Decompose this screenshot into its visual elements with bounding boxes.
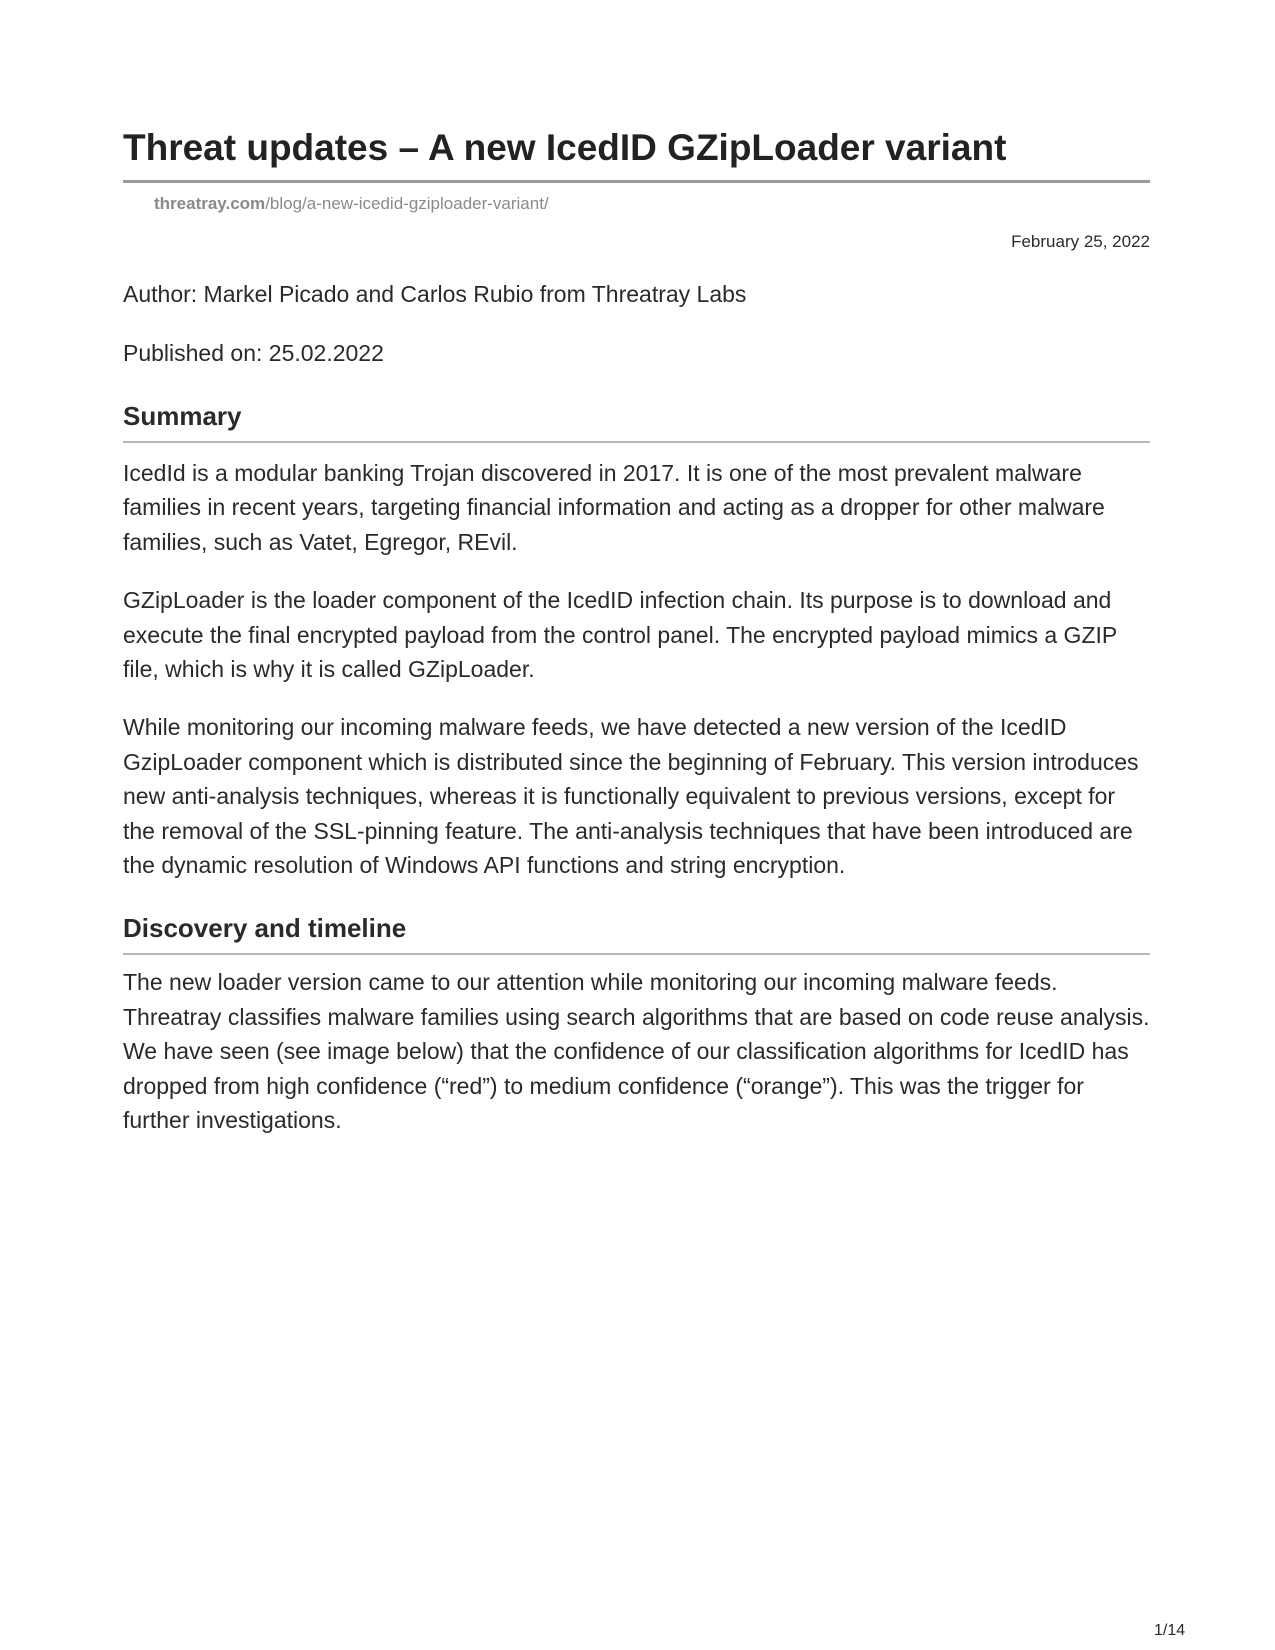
page-title: Threat updates – A new IcedID GZipLoader variant [123,126,1150,183]
source-url-path[interactable]: /blog/a-new-icedid-gziploader-variant/ [265,194,549,213]
capture-date: February 25, 2022 [1011,232,1150,251]
summary-paragraph-2: GZipLoader is the loader component of the IcedID infection chain. Its purpose is to download and execute the final encrypted payload from the control panel. The encrypted payload mimics a GZIP file, which is why it is called GZipLoader. [123,587,1117,683]
summary-paragraph-3: While monitoring our incoming malware feeds, we have detected a new version of the IcedID GzipLoader component which is distributed since the beginning of February. This version introduces new anti-analysis techniques, whereas it is functionally equivalent to previous versions, except for the removal of the SSL-pinning feature. The anti-analysis techniques that have been introduced are the dynamic resolution of Windows API functions and string encryption. [123,714,1139,879]
source-url[interactable] [154,193,1150,215]
section-heading-summary: Summary [123,399,1150,443]
source-url-domain[interactable]: threatray.com [154,194,266,213]
section-heading-discovery: Discovery and timeline [123,911,1150,955]
discovery-paragraph-1: The new loader version came to our attention while monitoring our incoming malware feeds. Threatray classifies malware families using search algorithms that are based on code reuse analysis. We have seen (see image below) that the confidence of our classification algorithms for IcedID has dropped from high confidence (“red”) to medium confidence (“orange”). This was the trigger for further investigations. [123,969,1150,1134]
published-line: Published on: 25.02.2022 [123,340,384,366]
page-number: 1/14 [1154,1622,1186,1639]
summary-paragraph-1: IcedId is a modular banking Trojan discovered in 2017. It is one of the most prevalent malware families in recent years, targeting financial information and acting as a dropper for other malware families, such as Vatet, Egregor, REvil. [123,460,1105,555]
article-body [123,126,1150,1138]
author-line: Author: Markel Picado and Carlos Rubio from Threatray Labs [123,281,747,307]
